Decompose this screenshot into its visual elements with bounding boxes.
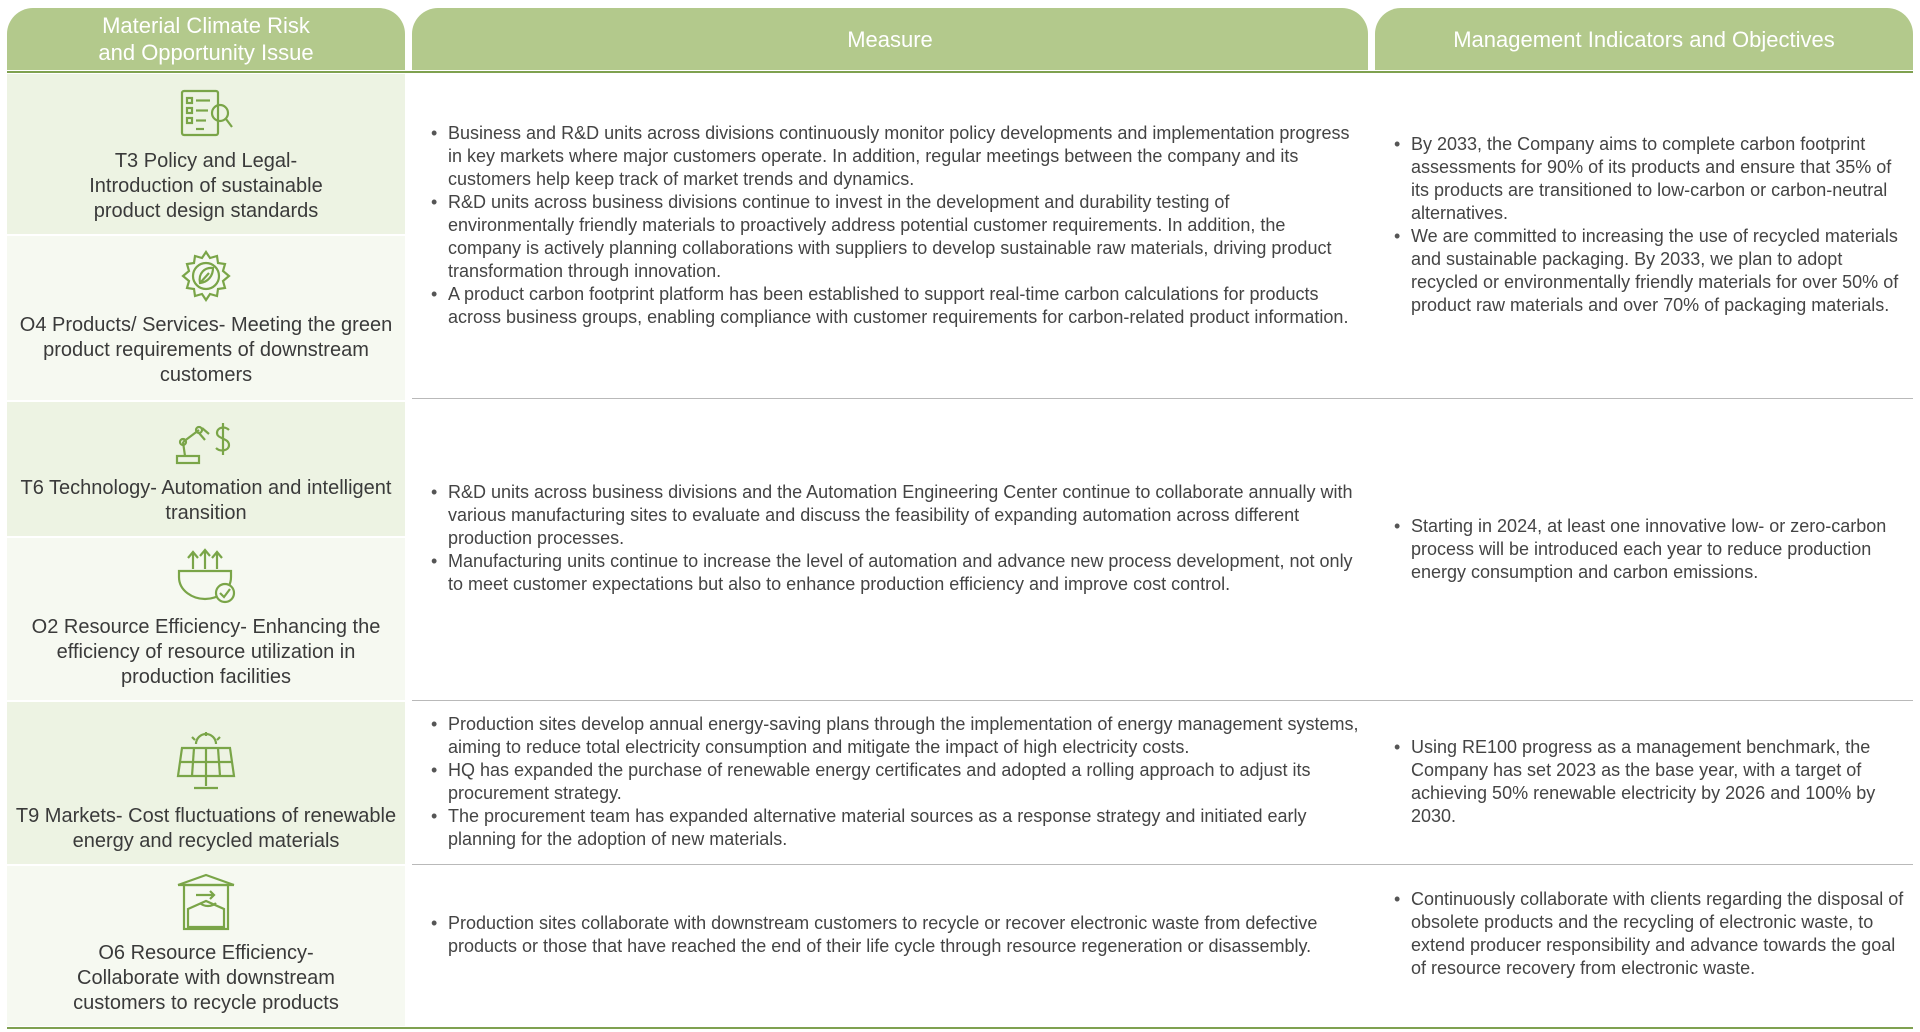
measure-item: • HQ has expanded the purchase of renewable energy certificates and adopted a rolling approach to adjust its procurement strategy. — [430, 759, 1360, 805]
header-indicators: Management Indicators and Objectives — [1375, 8, 1913, 70]
issue-cell-o6 — [7, 866, 405, 1026]
measure-item: • R&D units across business divisions continue to invest in the development and durability testing of environmentally friendly materials to proactively address potential customer requirements. In addition, the company is actively planning collaborations with suppliers to develop sustainable raw materials, driving product transformation through innovation. — [430, 191, 1360, 283]
measure-item: • R&D units across business divisions and the Automation Engineering Center continue to collaborate annually with various manufacturing sites to evaluate and discuss the feasibility of expanding automation across different production processes. — [430, 481, 1360, 550]
robot-arm-dollar-icon — [173, 420, 239, 466]
footer-rule — [7, 1027, 1913, 1029]
issue-label: T6 Technology- Automation and intelligent transition — [20, 477, 392, 524]
indicator-item: • Starting in 2024, at least one innovative low- or zero-carbon process will be introduced each year to reduce production energy consumption and carbon emissions. — [1393, 515, 1907, 584]
measure-list — [430, 713, 1360, 851]
measure-item: • A product carbon footprint platform has been established to support real-time carbon calculations for products across business groups, enabling compliance with customer requirements for carbon-related product information. — [430, 283, 1360, 329]
measure-item: • The procurement team has expanded alternative material sources as a response strategy and initiated early planning for the adoption of new materials. — [430, 805, 1360, 851]
measure-item: • Business and R&D units across divisions continuously monitor policy developments and implementation progress in key markets where major customers operate. In addition, regular meetings between the company and its customers help keep track of market trends and dynamics. — [430, 122, 1360, 191]
issue-cell-t3 — [7, 74, 405, 234]
indicator-item: • Continuously collaborate with clients regarding the disposal of obsolete products and the recycling of electronic waste, to extend producer responsibility and advance towards the goal of resource recovery from electronic waste. — [1393, 888, 1907, 980]
indicator-item: • Using RE100 progress as a management benchmark, the Company has set 2023 as the base year, with a target of achieving 50% renewable electricity by 2026 and 100% by 2030. — [1393, 736, 1907, 828]
issue-cell-t6 — [7, 402, 405, 536]
efficiency-check-icon — [175, 547, 237, 605]
header-rule — [7, 71, 1913, 73]
issue-cell-o4 — [7, 236, 405, 400]
measure-list — [430, 122, 1360, 329]
indicator-item: • By 2033, the Company aims to complete carbon footprint assessments for 90% of its products and ensure that 35% of its products are transitioned to low-carbon or carbon-neutral alternatives. — [1393, 133, 1907, 225]
measure-list — [430, 912, 1360, 958]
issue-cell-t9 — [7, 702, 405, 864]
recycle-box-icon — [174, 873, 238, 931]
measure-item: • Production sites develop annual energy-saving plans through the implementation of energy management systems, aiming to reduce total electricity consumption and mitigate the impact of high electricity costs. — [430, 713, 1360, 759]
header-measure: Measure — [412, 8, 1368, 70]
issue-label: O4 Products/ Services- Meeting the green product requirements of downstream customers — [19, 314, 393, 386]
row-divider — [412, 864, 1913, 865]
header-issue: Material Climate Risk and Opportunity Issue — [7, 8, 405, 70]
leaf-gear-icon — [178, 249, 234, 303]
indicator-list — [1393, 888, 1907, 980]
indicator-list — [1393, 515, 1907, 584]
issue-label: T3 Policy and Legal- Introduction of sustainable product design standards — [89, 150, 323, 222]
checklist-magnifier-icon — [176, 87, 236, 139]
issue-label: O6 Resource Efficiency- Collaborate with downstream customers to recycle products — [73, 942, 339, 1014]
measure-item: • Manufacturing units continue to increase the level of automation and advance new process development, not only to meet customer expectations but also to enhance production efficiency and improve cost control. — [430, 550, 1360, 596]
measure-list — [430, 481, 1360, 596]
measure-item: • Production sites collaborate with downstream customers to recycle or recover electronic waste from defective products or those that have reached the end of their life cycle through resource regeneration or disassembly. — [430, 912, 1360, 958]
issue-label: O2 Resource Efficiency- Enhancing the efficiency of resource utilization in production facilities — [31, 616, 381, 688]
row-divider — [412, 398, 1913, 399]
issue-label: T9 Markets- Cost fluctuations of renewable energy and recycled materials — [15, 805, 397, 852]
indicator-list — [1393, 133, 1907, 317]
indicator-list — [1393, 736, 1907, 828]
issue-cell-o2 — [7, 538, 405, 700]
indicator-item: • We are committed to increasing the use of recycled materials and sustainable packaging. By 2033, we plan to adopt recycled or environmentally friendly materials for over 50% of product raw materials and over 70% of packaging materials. — [1393, 225, 1907, 317]
solar-panel-icon — [174, 732, 238, 794]
row-divider — [412, 700, 1913, 701]
